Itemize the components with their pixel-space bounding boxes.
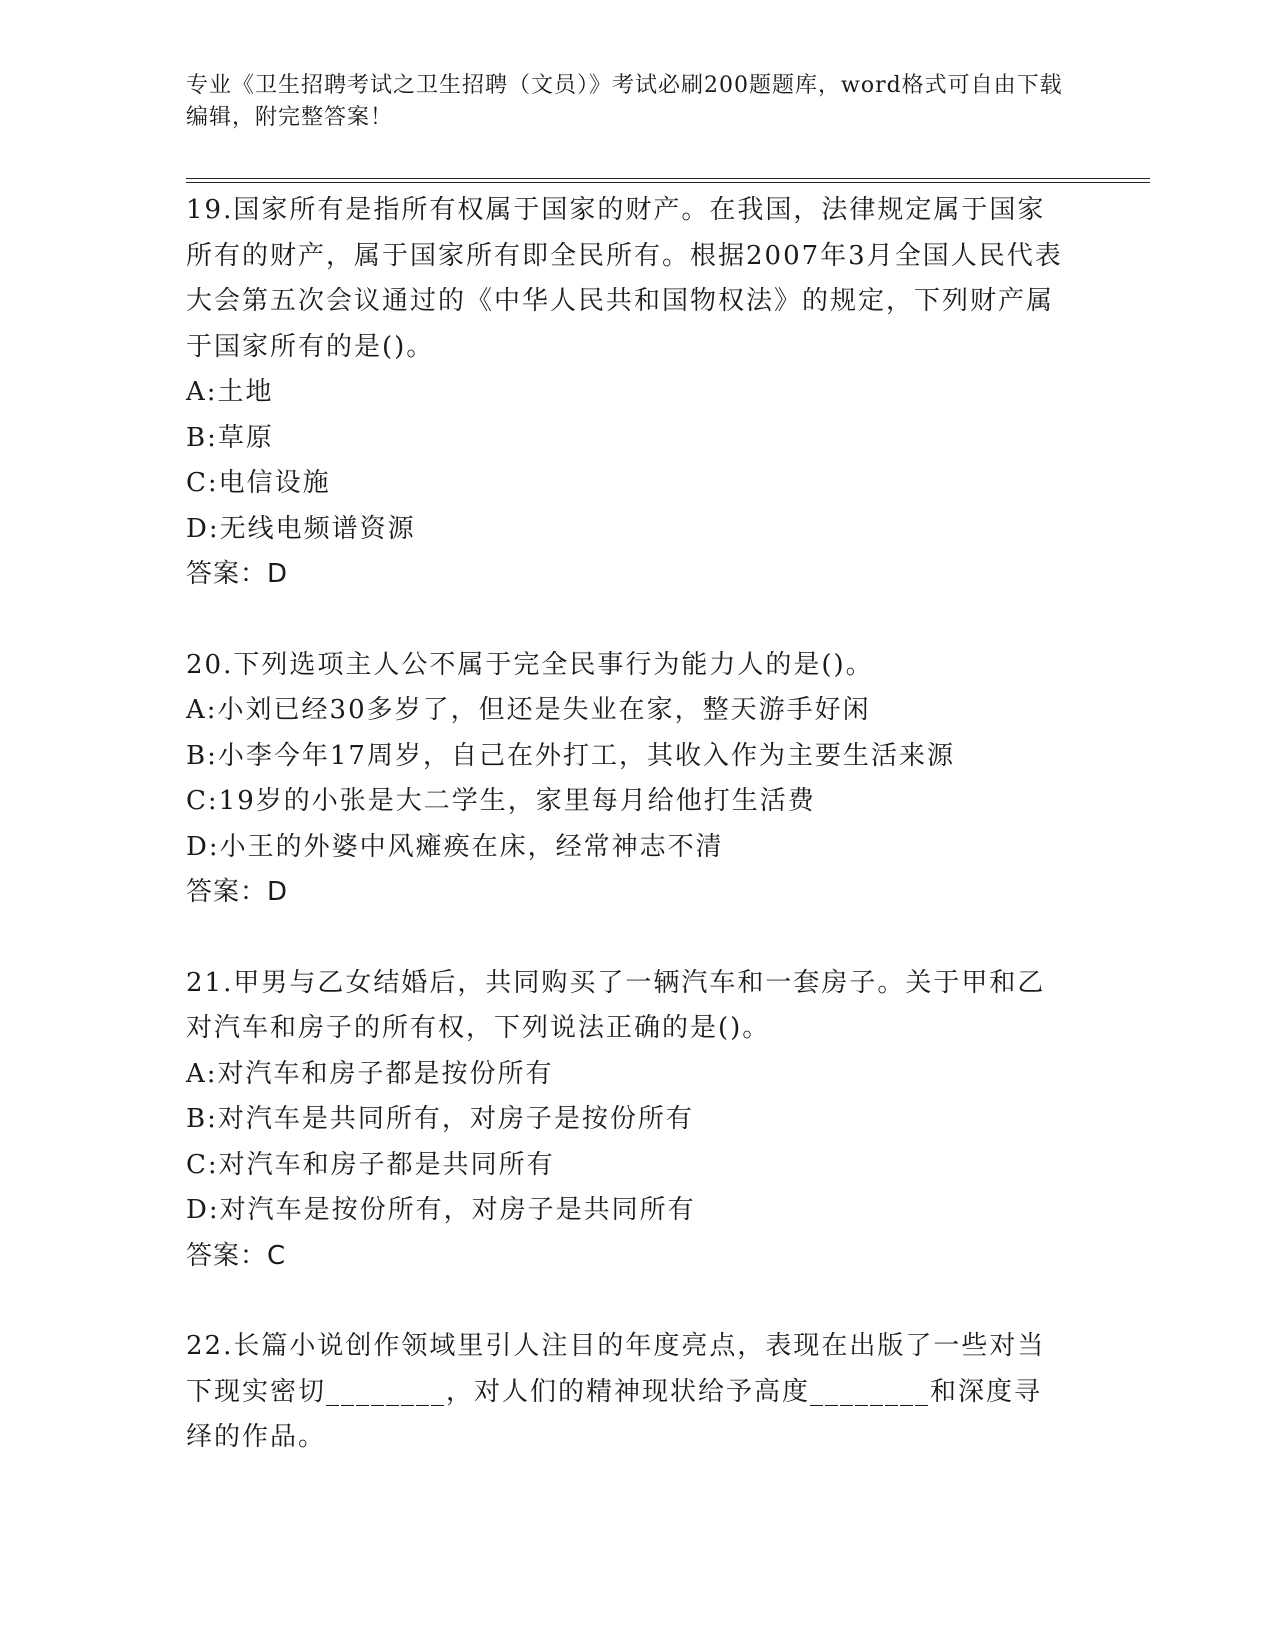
question-22 bbox=[186, 1324, 1066, 1461]
question-list bbox=[186, 188, 1066, 1506]
question-20 bbox=[186, 643, 1066, 916]
option-c: C:19岁的小张是大二学生，家里每月给他打生活费 bbox=[186, 786, 816, 816]
question-21 bbox=[186, 961, 1066, 1280]
question-19 bbox=[186, 188, 1066, 598]
question-stem: 22.长篇小说创作领域里引人注目的年度亮点，表现在出版了一些对当下现实密切________，对人们的精神现状给予高度________和深度寻绎的作品。 bbox=[186, 1331, 1046, 1452]
option-b: B:草原 bbox=[186, 422, 274, 453]
answer-line: 答案：D bbox=[186, 559, 289, 589]
option-a: A:小刘已经30多岁了，但还是失业在家，整天游手好闲 bbox=[186, 695, 871, 725]
header-divider-top bbox=[186, 178, 1150, 179]
option-a: A:对汽车和房子都是按份所有 bbox=[186, 1058, 554, 1089]
option-d: D:无线电频谱资源 bbox=[186, 513, 416, 544]
option-b: B:小李今年17周岁，自己在外打工，其收入作为主要生活来源 bbox=[186, 740, 955, 771]
question-stem: 21.甲男与乙女结婚后，共同购买了一辆汽车和一套房子。关于甲和乙对汽车和房子的所有权，下列说法正确的是()。 bbox=[186, 967, 1046, 1043]
question-stem: 19.国家所有是指所有权属于国家的财产。在我国，法律规定属于国家所有的财产，属于国家所有即全民所有。根据2007年3月全国人民代表大会第五次会议通过的《中华人民共和国物权法》的规定，下列财产属于国家所有的是()。 bbox=[186, 195, 1063, 362]
answer-line: 答案：C bbox=[186, 1240, 287, 1271]
option-a: A:土地 bbox=[186, 377, 274, 407]
option-c: C:对汽车和房子都是共同所有 bbox=[186, 1149, 555, 1180]
option-b: B:对汽车是共同所有，对房子是按份所有 bbox=[186, 1104, 694, 1134]
option-d: D:小王的外婆中风瘫痪在床，经常神志不清 bbox=[186, 831, 724, 862]
option-c: C:电信设施 bbox=[186, 468, 331, 498]
question-stem: 20.下列选项主人公不属于完全民事行为能力人的是()。 bbox=[186, 649, 874, 680]
answer-line: 答案：D bbox=[186, 877, 289, 907]
option-d: D:对汽车是按份所有，对房子是共同所有 bbox=[186, 1195, 696, 1225]
document-header: 专业《卫生招聘考试之卫生招聘（文员）》考试必刷200题题库，word格式可自由下载编辑，附完整答案！ bbox=[186, 73, 1063, 130]
header-divider-bottom bbox=[186, 182, 1150, 183]
